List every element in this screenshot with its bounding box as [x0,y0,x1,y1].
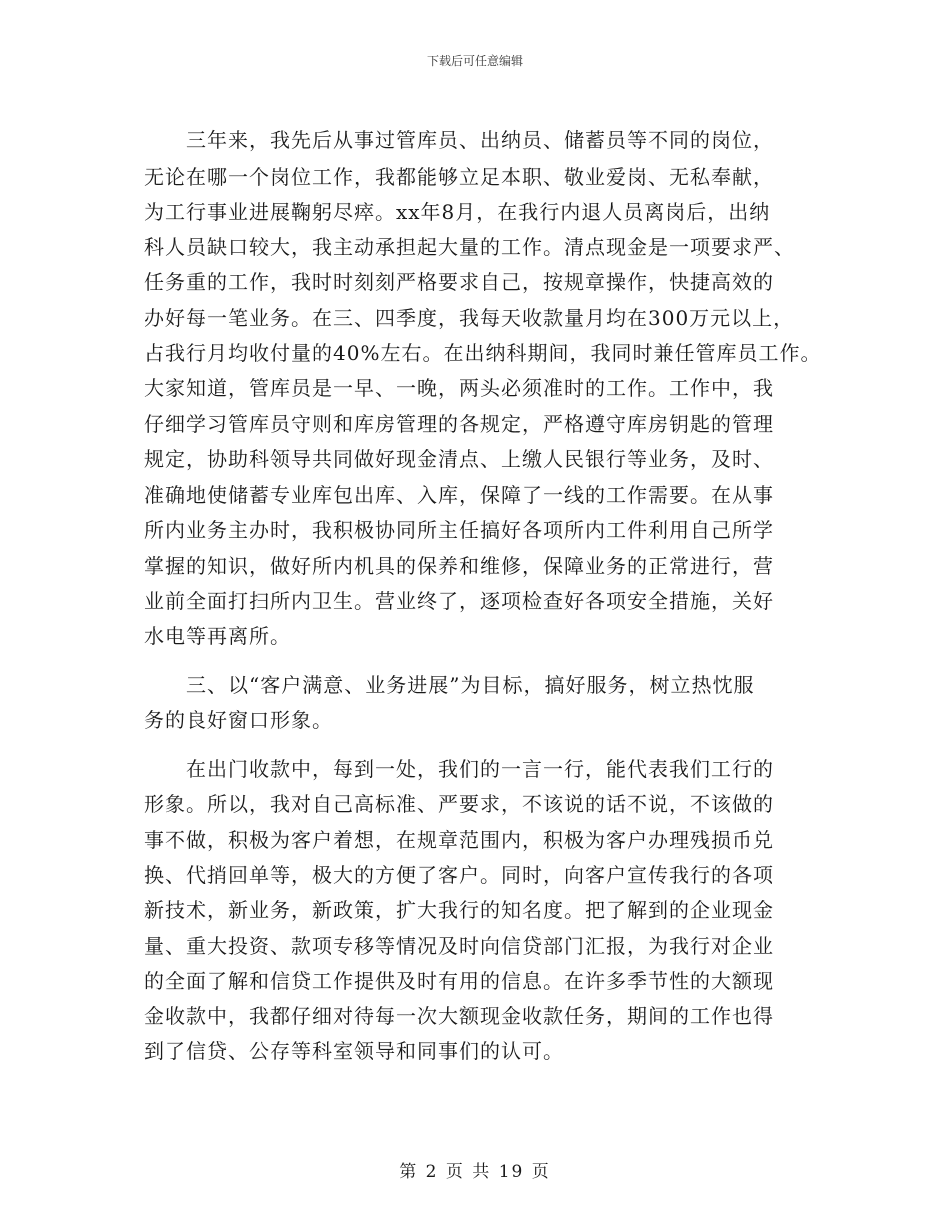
page-number: 第 2 页 共 19 页 [399,1162,551,1182]
paragraph-line: 在出门收款中，每到一处，我们的一言一行，能代表我们工行的 [186,757,774,781]
paragraph-line: 换、代捎回单等，极大的方便了客户。同时，向客户宣传我行的各项 [144,863,774,887]
paragraph-line: 科人员缺口较大，我主动承担起大量的工作。清点现金是一项要求严、 [144,235,795,259]
paragraph-line: 准确地使储蓄专业库包出库、入库，保障了一线的工作需要。在从事 [144,483,774,507]
paragraph-line: 事不做，积极为客户着想，在规章范围内，积极为客户办理残损币兑 [144,828,774,852]
paragraph-line: 三年来，我先后从事过管库员、出纳员、储蓄员等不同的岗位， [186,128,774,152]
paragraph-line: 金收款中，我都仔细对待每一次大额现金收款任务，期间的工作也得 [144,1004,774,1028]
paragraph-line: 掌握的知识，做好所内机具的保养和维修，保障业务的正常进行，营 [144,554,774,578]
paragraph-line: 大家知道，管库员是一早、一晚，两头必须准时的工作。工作中，我 [144,376,774,400]
page-header: 下载后可任意编辑 [426,54,523,68]
paragraph-line: 形象。所以，我对自己高标准、严要求，不该说的话不说，不该做的 [144,792,774,816]
paragraph-line: 办好每一笔业务。在三、四季度，我每天收款量月均在300万元以上， [144,306,795,330]
paragraph-line: 水电等再离所。 [144,624,291,648]
paragraph-line: 业前全面打扫所内卫生。营业终了，逐项检查好各项安全措施，关好 [144,589,774,613]
paragraph-line: 的全面了解和信贷工作提供及时有用的信息。在许多季节性的大额现 [144,969,774,993]
paragraph-line: 新技术，新业务，新政策，扩大我行的知名度。把了解到的企业现金 [144,898,774,922]
paragraph-line: 规定，协助科领导共同做好现金清点、上缴人民银行等业务，及时、 [144,447,774,471]
paragraph-line: 三、以“客户满意、业务进展”为目标，搞好服务，树立热忱服 [186,673,755,697]
paragraph-line: 占我行月均收付量的40%左右。在出纳科期间，我同时兼任管库员工作。 [144,341,822,365]
paragraph-line: 为工行事业进展鞠躬尽瘁。xx年8月，在我行内退人员离岗后，出纳 [144,200,771,224]
paragraph-line: 到了信贷、公存等科室领导和同事们的认可。 [144,1039,564,1063]
paragraph-line: 所内业务主办时，我积极协同所主任搞好各项所内工件利用自己所学 [144,518,774,542]
paragraph-line: 任务重的工作，我时时刻刻严格要求自己，按规章操作，快捷高效的 [144,270,774,294]
paragraph-line: 无论在哪一个岗位工作，我都能够立足本职、敬业爱岗、无私奉献， [144,165,774,189]
paragraph-line: 仔细学习管库员守则和库房管理的各规定，严格遵守库房钥匙的管理 [144,412,774,436]
paragraph-line: 量、重大投资、款项专移等情况及时向信贷部门汇报，为我行对企业 [144,934,774,958]
paragraph-line: 务的良好窗口形象。 [144,708,333,732]
